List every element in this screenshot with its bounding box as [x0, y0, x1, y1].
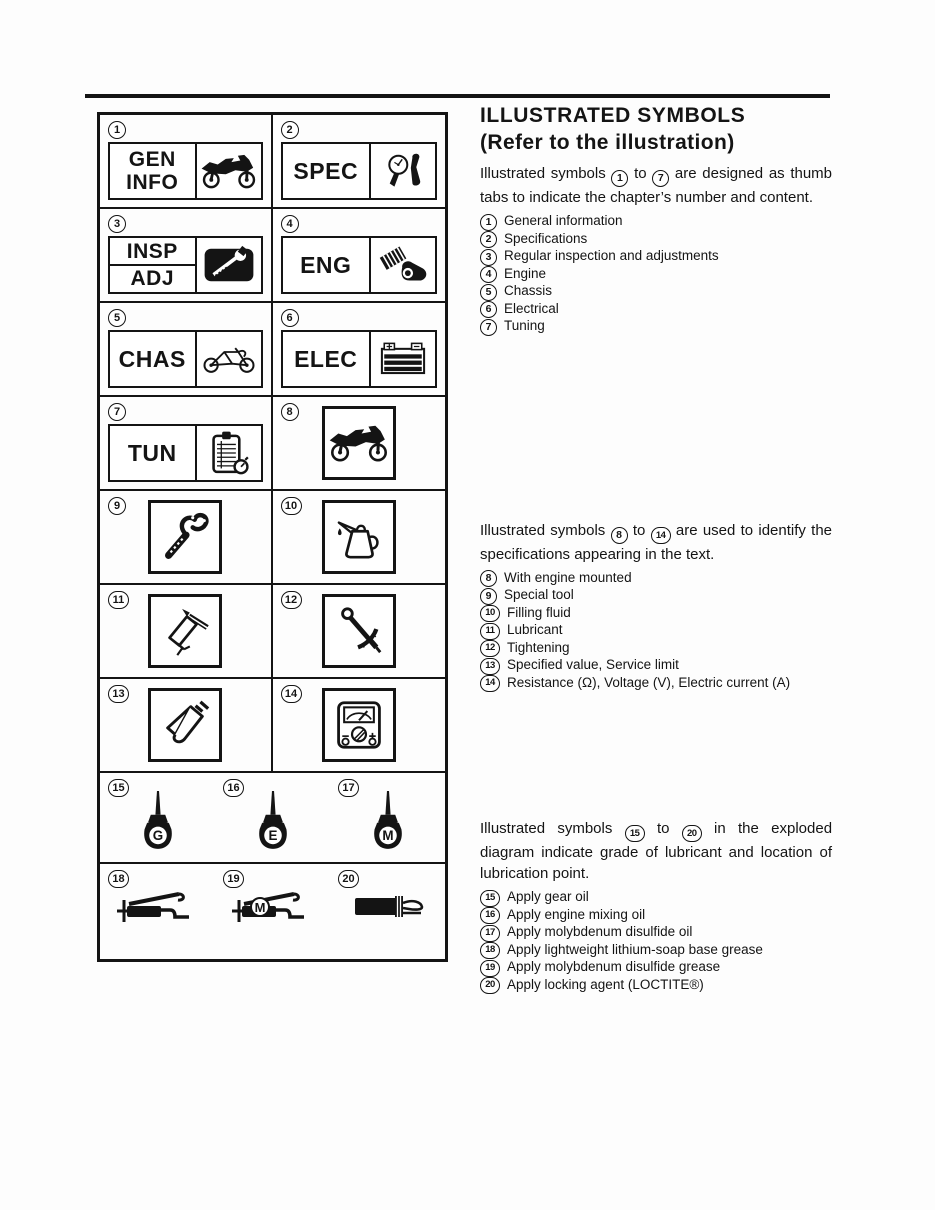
symbol-grid — [97, 112, 448, 962]
list-item-text: Tightening — [507, 639, 570, 655]
thumb-tab — [281, 236, 438, 294]
lube-cell-engine-mixing-oil — [215, 773, 330, 862]
list-item-text: Special tool — [504, 587, 574, 602]
multimeter-icon — [322, 688, 396, 762]
circled-number: 17 — [338, 779, 359, 797]
circled-number: 20 — [338, 870, 359, 888]
circled-number-inline: 7 — [652, 170, 669, 187]
tab-label-line: TUN — [127, 440, 177, 466]
list-item — [480, 907, 832, 925]
circled-number: 6 — [281, 309, 299, 327]
tab-label-line: INFO — [126, 171, 179, 194]
lube-cell-gear-oil — [100, 773, 215, 862]
tab-label-line: ADJ — [130, 267, 174, 290]
section-intro: Illustrated symbols 8 to 14 are used to identify the specifications appearing in the text. — [480, 521, 833, 563]
bottle-letter: E — [268, 828, 277, 844]
circled-number: 19 — [480, 960, 500, 977]
page-title: ILLUSTRATED SYMBOLS — [480, 104, 746, 127]
circled-number: 1 — [108, 121, 126, 139]
grid-cell-special-tool — [100, 491, 273, 585]
grid-cell-spec — [273, 115, 446, 209]
list-item — [480, 959, 832, 977]
list-item-text: Regular inspection and adjustments — [504, 248, 719, 263]
lubrication-point-row — [100, 864, 445, 959]
circled-number: 1 — [480, 214, 497, 231]
chapter-list — [480, 213, 832, 336]
tab-label — [110, 144, 197, 198]
list-item-text: Apply locking agent (LOCTITE®) — [507, 976, 704, 992]
dial-gauge-icon — [371, 144, 435, 198]
list-item — [480, 283, 832, 301]
grid-cell-engine-mounted — [273, 397, 446, 491]
tab-label-line: ENG — [300, 252, 352, 278]
lube-cell-lithium-grease — [100, 864, 215, 959]
tab-label — [283, 238, 372, 292]
circled-number: 9 — [480, 588, 497, 605]
list-item-text: Chassis — [504, 283, 553, 298]
circled-number-inline: 1 — [611, 170, 628, 187]
tab-label-line: INSP — [110, 239, 195, 266]
list-item — [480, 657, 832, 675]
list-item — [480, 605, 832, 623]
circled-number: 16 — [223, 779, 244, 797]
gun-letter: M — [254, 899, 265, 915]
motorcycle-icon — [197, 144, 261, 198]
circled-number: 17 — [480, 925, 500, 942]
grid-cell-tun — [100, 397, 273, 491]
list-item — [480, 301, 832, 319]
circled-number: 4 — [281, 215, 299, 233]
circled-number: 5 — [108, 309, 126, 327]
thumb-tab — [108, 236, 263, 294]
circled-number: 2 — [480, 231, 497, 248]
list-item — [480, 248, 832, 266]
tab-label — [110, 426, 197, 480]
lubricant-grade-row — [100, 773, 445, 864]
grid-cell-elec — [273, 303, 446, 397]
tab-label — [283, 144, 372, 198]
grid-cell-gen-info — [100, 115, 273, 209]
circled-number: 19 — [223, 870, 244, 888]
circled-number-inline: 14 — [651, 527, 671, 544]
chassis-frame-icon — [197, 332, 261, 386]
list-item-text: Apply engine mixing oil — [507, 906, 646, 922]
thumb-tab — [108, 424, 263, 482]
list-item — [480, 640, 832, 658]
circled-number: 4 — [480, 266, 497, 283]
oil-bottle-icon — [252, 790, 294, 854]
circled-number: 20 — [480, 977, 500, 994]
section-intro: Illustrated symbols 1 to 7 are designed as thumb tabs to indicate the chapter’s number and content. — [480, 165, 833, 206]
section-spec-symbols — [480, 520, 832, 693]
tab-label — [110, 332, 197, 386]
grid-cell-tightening — [273, 585, 446, 679]
circled-number: 13 — [480, 658, 500, 675]
spec-symbol-list — [480, 570, 832, 693]
list-item — [480, 570, 832, 588]
circled-number: 3 — [480, 249, 497, 266]
oil-can-icon — [322, 500, 396, 574]
tab-label — [110, 238, 197, 292]
grid-cell-chas — [100, 303, 273, 397]
list-item — [480, 318, 832, 336]
grid-cell-eng — [273, 209, 446, 303]
circled-number-inline: 8 — [611, 527, 628, 544]
lube-cell-molybdenum-grease — [215, 864, 330, 959]
oil-bottle-icon — [367, 790, 409, 854]
tab-label-line: ELEC — [294, 346, 358, 372]
oil-bottle-icon — [137, 790, 179, 854]
page-top-rule — [85, 94, 830, 98]
grid-cell-insp-adj — [100, 209, 273, 303]
circled-number: 15 — [108, 779, 129, 797]
list-item-text: Electrical — [504, 300, 559, 316]
circled-number: 13 — [108, 685, 129, 703]
tab-label-line: CHAS — [118, 346, 186, 372]
list-item-text: With engine mounted — [504, 569, 632, 585]
grid-cell-filling-fluid — [273, 491, 446, 585]
list-item-text: Resistance (Ω), Voltage (V), Electric current (A) — [507, 674, 791, 690]
list-item-text: Specified value, Service limit — [507, 657, 679, 672]
circled-number: 5 — [480, 284, 497, 301]
circled-number: 7 — [108, 403, 126, 421]
thumb-tab — [281, 142, 438, 200]
circled-number: 8 — [480, 570, 497, 587]
motorcycle-icon — [322, 406, 396, 480]
circled-number: 14 — [480, 675, 500, 692]
thumb-tab — [108, 142, 263, 200]
circled-number: 11 — [480, 623, 500, 640]
section-intro: Illustrated symbols 15 to 20 in the exploded diagram indicate grade of lubricant and location of lubrication point. — [480, 820, 833, 882]
content-column — [480, 103, 832, 994]
list-item-text: Specifications — [504, 230, 588, 246]
list-item-text: Filling fluid — [507, 604, 571, 620]
battery-icon — [371, 332, 435, 386]
grease-gun-side-icon — [115, 885, 201, 931]
thumb-tab — [108, 330, 263, 388]
grease-gun-icon — [148, 594, 222, 668]
clipboard-timer-icon — [197, 426, 261, 480]
list-item — [480, 675, 832, 693]
wrench-icon — [197, 238, 261, 292]
circled-number: 14 — [281, 685, 302, 703]
list-item-text: Apply lightweight lithium-soap base grease — [507, 941, 763, 957]
tab-label — [283, 332, 372, 386]
list-item — [480, 213, 832, 231]
lube-cell-locking-agent — [330, 864, 445, 959]
engine-icon — [371, 238, 435, 292]
section-thumb-tabs — [480, 163, 832, 336]
list-item-text: Engine — [504, 265, 547, 281]
lubricant-list — [480, 889, 832, 994]
circled-number: 7 — [480, 319, 497, 336]
bottle-letter: M — [381, 828, 394, 844]
thumb-tab — [281, 330, 438, 388]
circled-number: 3 — [108, 215, 126, 233]
circled-number: 18 — [480, 942, 500, 959]
circled-number: 18 — [108, 870, 129, 888]
bottle-letter: G — [152, 828, 163, 844]
circled-number-inline: 20 — [682, 825, 702, 842]
list-item — [480, 977, 832, 995]
circled-number: 2 — [281, 121, 299, 139]
list-item-text: Lubricant — [507, 622, 563, 637]
grease-gun-side-icon — [230, 885, 316, 931]
circled-number: 12 — [480, 640, 500, 657]
list-item-text: Tuning — [504, 318, 545, 333]
caliper-icon — [148, 688, 222, 762]
sealant-tube-icon — [349, 888, 427, 928]
circled-number: 12 — [281, 591, 302, 609]
circled-number: 10 — [480, 605, 500, 622]
list-item — [480, 231, 832, 249]
special-tool-icon — [148, 500, 222, 574]
circled-number: 15 — [480, 890, 500, 907]
list-item — [480, 942, 832, 960]
lube-cell-molybdenum-oil — [330, 773, 445, 862]
circled-number: 10 — [281, 497, 302, 515]
list-item-text: General information — [504, 213, 623, 228]
list-item-text: Apply molybdenum disulfide grease — [507, 959, 721, 974]
tab-label-line: SPEC — [293, 158, 359, 184]
list-item — [480, 587, 832, 605]
grid-cell-specified-value — [100, 679, 273, 773]
circled-number: 9 — [108, 497, 126, 515]
tab-label-line: GEN — [128, 148, 176, 171]
circled-number: 8 — [281, 403, 299, 421]
page-subtitle: (Refer to the illustration) — [480, 131, 735, 154]
list-item-text: Apply molybdenum disulfide oil — [507, 924, 693, 939]
grid-cell-lubricant — [100, 585, 273, 679]
circled-number-inline: 15 — [625, 825, 645, 842]
list-item — [480, 924, 832, 942]
section-lubricant-symbols — [480, 818, 832, 994]
list-item — [480, 622, 832, 640]
circled-number: 11 — [108, 591, 129, 609]
list-item — [480, 889, 832, 907]
list-item — [480, 266, 832, 284]
grid-cell-electric-values — [273, 679, 446, 773]
list-item-text: Apply gear oil — [507, 889, 589, 904]
torque-wrench-icon — [322, 594, 396, 668]
circled-number: 16 — [480, 907, 500, 924]
circled-number: 6 — [480, 301, 497, 318]
